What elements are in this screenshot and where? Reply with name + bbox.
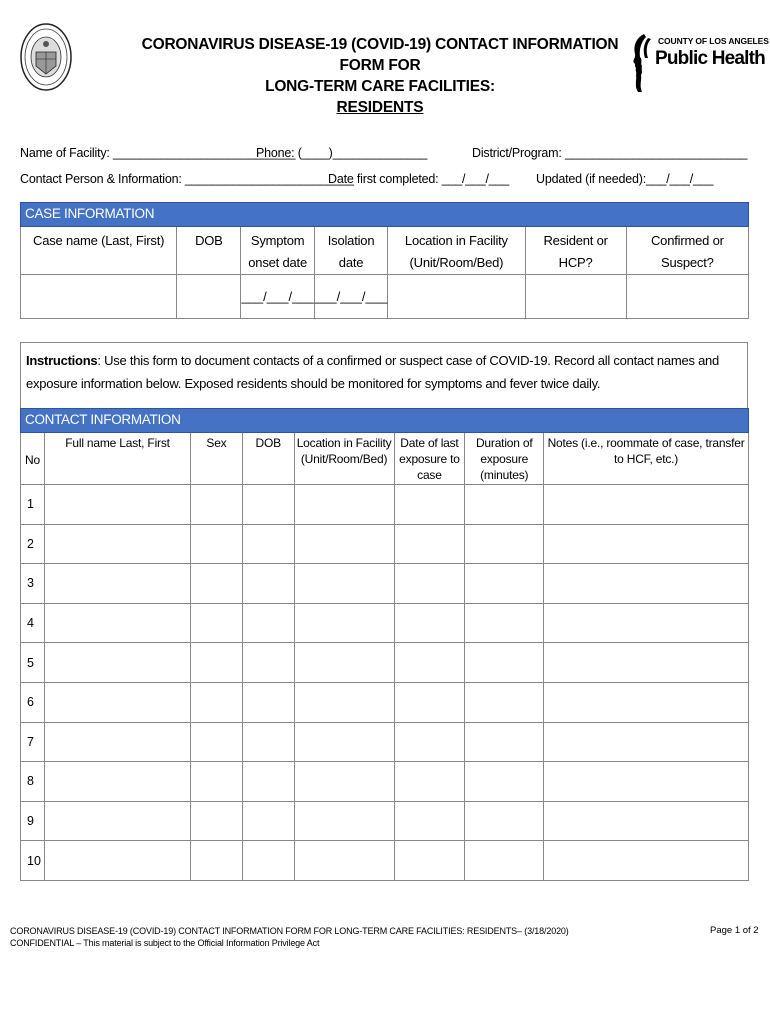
- contact-last-exposure-cell[interactable]: [394, 485, 465, 525]
- contact-last-exposure-cell[interactable]: [394, 682, 465, 722]
- contact-name-cell[interactable]: [44, 524, 190, 564]
- contact-duration-cell[interactable]: [465, 841, 544, 881]
- contact-dob-cell[interactable]: [242, 722, 294, 762]
- contact-notes-cell[interactable]: [544, 485, 749, 525]
- contact-row-number: 8: [21, 762, 45, 802]
- contact-location-cell[interactable]: [294, 682, 394, 722]
- contact-notes-cell[interactable]: [544, 762, 749, 802]
- case-location-cell[interactable]: [388, 275, 525, 319]
- contact-last-exposure-cell[interactable]: [394, 722, 465, 762]
- page-title: [140, 34, 620, 118]
- case-header-resident-hcp: Resident or HCP?: [525, 227, 626, 275]
- contact-duration-cell[interactable]: [465, 801, 544, 841]
- contact-duration-cell[interactable]: [465, 485, 544, 525]
- contact-row-number: 9: [21, 801, 45, 841]
- logo-public-health-text: Public Health: [655, 48, 765, 69]
- case-header-name: Case name (Last, First): [21, 227, 177, 275]
- contact-row-number: 10: [21, 841, 45, 881]
- contact-duration-cell[interactable]: [465, 682, 544, 722]
- contact-row-number: 2: [21, 524, 45, 564]
- contact-duration-cell[interactable]: [465, 762, 544, 802]
- contact-notes-cell[interactable]: [544, 841, 749, 881]
- title-line-3: RESIDENTS: [336, 99, 424, 116]
- contact-information-table: [20, 408, 749, 881]
- facility-name-field[interactable]: Name of Facility: ___________________________: [20, 146, 296, 160]
- contact-row-number: 3: [21, 564, 45, 604]
- table-row: [21, 841, 749, 881]
- contact-row-number: 6: [21, 682, 45, 722]
- case-isolation-date-cell[interactable]: ___/___/___: [314, 275, 387, 319]
- contact-dob-cell[interactable]: [242, 682, 294, 722]
- contact-last-exposure-cell[interactable]: [394, 762, 465, 802]
- contact-last-exposure-cell[interactable]: [394, 801, 465, 841]
- contact-dob-cell[interactable]: [242, 564, 294, 604]
- footer-confidential-note: CONFIDENTIAL – This material is subject to the Official Information Privilege Act: [10, 938, 320, 948]
- table-row: [21, 603, 749, 643]
- contact-dob-cell[interactable]: [242, 643, 294, 683]
- contact-sex-cell[interactable]: [191, 801, 243, 841]
- contact-sex-cell[interactable]: [191, 524, 243, 564]
- contact-name-cell[interactable]: [44, 564, 190, 604]
- instructions-label: Instructions: [26, 353, 98, 368]
- contact-row-number: 1: [21, 485, 45, 525]
- contact-location-cell[interactable]: [294, 841, 394, 881]
- contact-location-cell[interactable]: [294, 722, 394, 762]
- contact-last-exposure-cell[interactable]: [394, 603, 465, 643]
- contact-notes-cell[interactable]: [544, 801, 749, 841]
- logo-county-text: COUNTY OF LOS ANGELES: [658, 36, 769, 46]
- table-row: [21, 801, 749, 841]
- contact-name-cell[interactable]: [44, 841, 190, 881]
- contact-location-cell[interactable]: [294, 603, 394, 643]
- contact-notes-cell[interactable]: [544, 603, 749, 643]
- contact-duration-cell[interactable]: [465, 524, 544, 564]
- contact-location-cell[interactable]: [294, 485, 394, 525]
- profile-silhouette-icon: [630, 30, 656, 94]
- contact-last-exposure-cell[interactable]: [394, 564, 465, 604]
- case-symptom-date-cell[interactable]: ___/___/___: [241, 275, 314, 319]
- table-row: [21, 524, 749, 564]
- contact-row-number: 4: [21, 603, 45, 643]
- table-row: [21, 564, 749, 604]
- contact-duration-cell[interactable]: [465, 603, 544, 643]
- contact-name-cell[interactable]: [44, 603, 190, 643]
- contact-name-cell[interactable]: [44, 722, 190, 762]
- title-line-1: CORONAVIRUS DISEASE-19 (COVID-19) CONTACT INFORMATION FORM FOR: [141, 36, 619, 74]
- table-row: [21, 682, 749, 722]
- contact-last-exposure-cell[interactable]: [394, 841, 465, 881]
- contact-sex-cell[interactable]: [191, 603, 243, 643]
- contact-dob-cell[interactable]: [242, 485, 294, 525]
- contact-header-full-name: Full name Last, First: [44, 433, 190, 485]
- contact-header-notes: Notes (i.e., roommate of case, transfer to HCF, etc.): [544, 433, 749, 485]
- contact-location-cell[interactable]: [294, 762, 394, 802]
- contact-duration-cell[interactable]: [465, 722, 544, 762]
- case-confirmed-suspect-cell[interactable]: [626, 275, 748, 319]
- contact-header-sex: Sex: [191, 433, 243, 485]
- case-name-cell[interactable]: [21, 275, 177, 319]
- instructions-text: : Use this form to document contacts of a confirmed or suspect case of COVID-19. Record all contact names and exposure information below. Exposed residents should be monitored for symptoms and fever twice daily.: [26, 353, 720, 391]
- case-header-dob: DOB: [177, 227, 241, 275]
- instructions-box: [20, 342, 748, 408]
- case-information-table: [20, 202, 749, 319]
- case-dob-cell[interactable]: [177, 275, 241, 319]
- contact-sex-cell[interactable]: [191, 682, 243, 722]
- contact-header-last-exposure: Date of last exposure to case: [394, 433, 465, 485]
- case-header-location: Location in Facility (Unit/Room/Bed): [388, 227, 525, 275]
- contact-location-cell[interactable]: [294, 801, 394, 841]
- contact-dob-cell[interactable]: [242, 801, 294, 841]
- contact-last-exposure-cell[interactable]: [394, 643, 465, 683]
- case-resident-hcp-cell[interactable]: [525, 275, 626, 319]
- contact-dob-cell[interactable]: [242, 841, 294, 881]
- case-header-isolation-date: Isolation date: [314, 227, 387, 275]
- contact-notes-cell[interactable]: [544, 564, 749, 604]
- title-line-2: LONG-TERM CARE FACILITIES:: [265, 78, 495, 95]
- contact-notes-cell[interactable]: [544, 722, 749, 762]
- contact-header-no: No: [21, 433, 45, 485]
- contact-sex-cell[interactable]: [191, 841, 243, 881]
- contact-name-cell[interactable]: [44, 682, 190, 722]
- table-row: [21, 643, 749, 683]
- table-row: [21, 722, 749, 762]
- contact-person-field[interactable]: Contact Person & Information: _________________________: [20, 172, 354, 186]
- contact-dob-cell[interactable]: [242, 603, 294, 643]
- contact-notes-cell[interactable]: [544, 682, 749, 722]
- contact-sex-cell[interactable]: [191, 485, 243, 525]
- table-row: [21, 762, 749, 802]
- contact-header-duration: Duration of exposure (minutes): [465, 433, 544, 485]
- contact-header-location: Location in Facility (Unit/Room/Bed): [294, 433, 394, 485]
- page-footer: [10, 925, 569, 949]
- contact-dob-cell[interactable]: [242, 762, 294, 802]
- contact-sex-cell[interactable]: [191, 762, 243, 802]
- date-first-completed-field[interactable]: Date first completed: ___/___/___: [328, 172, 510, 186]
- county-seal-icon: [20, 22, 72, 92]
- footer-form-title: CORONAVIRUS DISEASE-19 (COVID-19) CONTACT INFORMATION FORM FOR LONG-TERM CARE FACILITIES: RESIDENTS– (3/18/2020): [10, 926, 569, 936]
- contact-row-number: 7: [21, 722, 45, 762]
- contact-sex-cell[interactable]: [191, 564, 243, 604]
- contact-location-cell[interactable]: [294, 564, 394, 604]
- case-information-header: CASE INFORMATION: [21, 203, 749, 227]
- contact-name-cell[interactable]: [44, 485, 190, 525]
- contact-location-cell[interactable]: [294, 643, 394, 683]
- case-header-symptom-onset: Symptom onset date: [241, 227, 314, 275]
- contact-row-number: 5: [21, 643, 45, 683]
- contact-dob-cell[interactable]: [242, 524, 294, 564]
- table-row: [21, 485, 749, 525]
- contact-sex-cell[interactable]: [191, 643, 243, 683]
- contact-header-dob: DOB: [242, 433, 294, 485]
- contact-information-header: CONTACT INFORMATION: [21, 409, 749, 433]
- contact-name-cell[interactable]: [44, 762, 190, 802]
- updated-date-field[interactable]: Updated (if needed):___/___/___: [536, 172, 714, 186]
- contact-location-cell[interactable]: [294, 524, 394, 564]
- page-number: Page 1 of 2: [710, 925, 759, 936]
- contact-duration-cell[interactable]: [465, 564, 544, 604]
- contact-duration-cell[interactable]: [465, 643, 544, 683]
- contact-notes-cell[interactable]: [544, 524, 749, 564]
- contact-notes-cell[interactable]: [544, 643, 749, 683]
- case-header-confirmed-suspect: Confirmed or Suspect?: [626, 227, 748, 275]
- contact-name-cell[interactable]: [44, 801, 190, 841]
- contact-name-cell[interactable]: [44, 643, 190, 683]
- district-program-field[interactable]: District/Program: ___________________________: [472, 146, 748, 160]
- public-health-logo: [630, 30, 769, 94]
- contact-sex-cell[interactable]: [191, 722, 243, 762]
- phone-field[interactable]: Phone: (____)______________: [256, 146, 428, 160]
- contact-last-exposure-cell[interactable]: [394, 524, 465, 564]
